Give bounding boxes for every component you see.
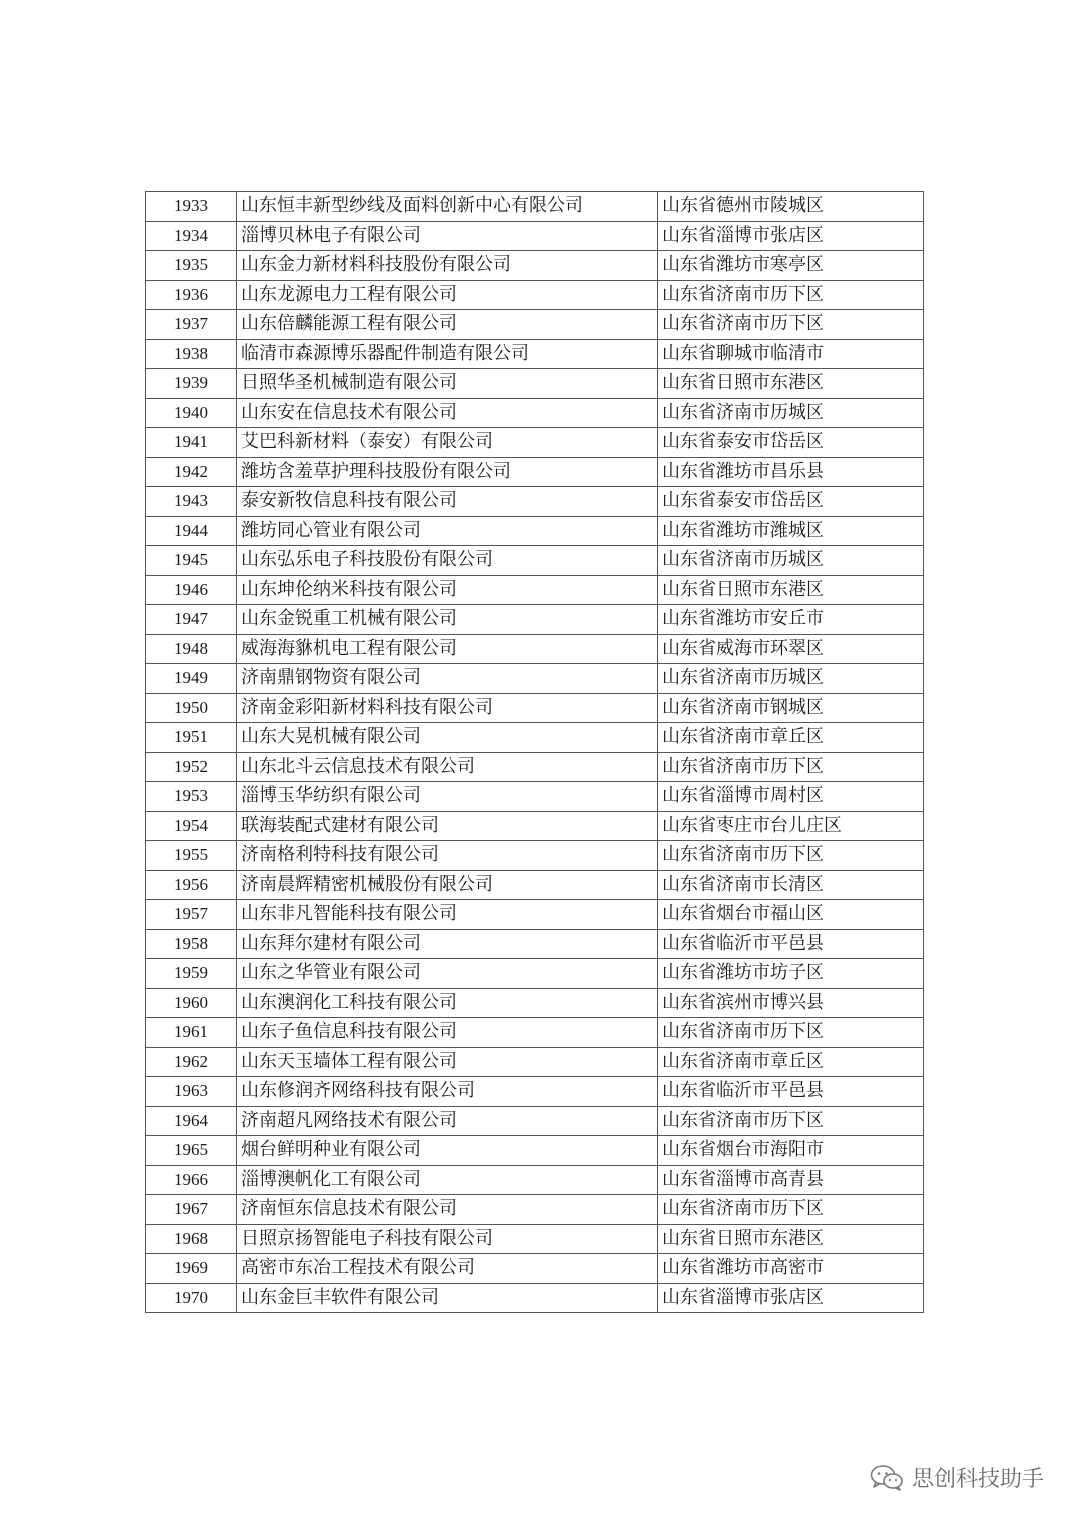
- row-number: 1965: [146, 1136, 237, 1166]
- row-number: 1956: [146, 870, 237, 900]
- row-number: 1968: [146, 1224, 237, 1254]
- table-row: [146, 192, 924, 222]
- row-number: 1933: [146, 192, 237, 222]
- company-name: 山东坤伦纳米科技有限公司: [237, 575, 658, 605]
- row-number: 1963: [146, 1077, 237, 1107]
- table-row: [146, 752, 924, 782]
- table-row: [146, 516, 924, 546]
- row-number: 1949: [146, 664, 237, 694]
- row-number: 1967: [146, 1195, 237, 1225]
- row-number: 1969: [146, 1254, 237, 1284]
- row-number: 1936: [146, 280, 237, 310]
- table-body: [146, 192, 924, 1313]
- company-name: 联海装配式建材有限公司: [237, 811, 658, 841]
- table-row: [146, 1018, 924, 1048]
- company-location: 山东省潍坊市高密市: [658, 1254, 924, 1284]
- company-name: 山东恒丰新型纱线及面料创新中心有限公司: [237, 192, 658, 222]
- row-number: 1942: [146, 457, 237, 487]
- company-name: 艾巴科新材料（泰安）有限公司: [237, 428, 658, 458]
- company-location: 山东省潍坊市坊子区: [658, 959, 924, 989]
- row-number: 1955: [146, 841, 237, 871]
- company-name: 日照华圣机械制造有限公司: [237, 369, 658, 399]
- table-row: [146, 280, 924, 310]
- table-row: [146, 841, 924, 871]
- row-number: 1940: [146, 398, 237, 428]
- table-row: [146, 575, 924, 605]
- company-location: 山东省济南市历下区: [658, 1106, 924, 1136]
- company-name: 山东北斗云信息技术有限公司: [237, 752, 658, 782]
- company-location: 山东省泰安市岱岳区: [658, 487, 924, 517]
- company-location: 山东省泰安市岱岳区: [658, 428, 924, 458]
- company-location: 山东省济南市章丘区: [658, 1047, 924, 1077]
- row-number: 1953: [146, 782, 237, 812]
- row-number: 1946: [146, 575, 237, 605]
- table-row: [146, 929, 924, 959]
- table-row: [146, 251, 924, 281]
- company-name: 山东弘乐电子科技股份有限公司: [237, 546, 658, 576]
- table-row: [146, 723, 924, 753]
- table-row: [146, 634, 924, 664]
- company-name: 山东澳润化工科技有限公司: [237, 988, 658, 1018]
- company-location: 山东省淄博市张店区: [658, 221, 924, 251]
- row-number: 1966: [146, 1165, 237, 1195]
- company-name: 山东龙源电力工程有限公司: [237, 280, 658, 310]
- row-number: 1948: [146, 634, 237, 664]
- table-row: [146, 1283, 924, 1313]
- company-location: 山东省济南市历下区: [658, 1195, 924, 1225]
- row-number: 1941: [146, 428, 237, 458]
- row-number: 1957: [146, 900, 237, 930]
- company-location: 山东省日照市东港区: [658, 369, 924, 399]
- company-name: 山东子鱼信息科技有限公司: [237, 1018, 658, 1048]
- row-number: 1970: [146, 1283, 237, 1313]
- company-name: 山东安在信息技术有限公司: [237, 398, 658, 428]
- wechat-icon: [870, 1464, 904, 1492]
- table-row: [146, 1047, 924, 1077]
- company-location: 山东省济南市历下区: [658, 280, 924, 310]
- company-list-table: [145, 191, 924, 1313]
- company-location: 山东省济南市历下区: [658, 841, 924, 871]
- company-name: 烟台鲜明种业有限公司: [237, 1136, 658, 1166]
- table-row: [146, 1195, 924, 1225]
- table-row: [146, 1254, 924, 1284]
- company-location: 山东省济南市钢城区: [658, 693, 924, 723]
- company-name: 泰安新牧信息科技有限公司: [237, 487, 658, 517]
- company-name: 潍坊同心管业有限公司: [237, 516, 658, 546]
- table-row: [146, 221, 924, 251]
- table-row: [146, 605, 924, 635]
- company-name: 济南晨辉精密机械股份有限公司: [237, 870, 658, 900]
- company-location: 山东省日照市东港区: [658, 575, 924, 605]
- table-row: [146, 1165, 924, 1195]
- watermark: [870, 1462, 1044, 1493]
- row-number: 1958: [146, 929, 237, 959]
- table-row: [146, 487, 924, 517]
- company-location: 山东省临沂市平邑县: [658, 1077, 924, 1107]
- row-number: 1954: [146, 811, 237, 841]
- company-location: 山东省潍坊市昌乐县: [658, 457, 924, 487]
- table-row: [146, 988, 924, 1018]
- row-number: 1934: [146, 221, 237, 251]
- watermark-label: 思创科技助手: [911, 1467, 1044, 1492]
- company-location: 山东省威海市环翠区: [658, 634, 924, 664]
- row-number: 1939: [146, 369, 237, 399]
- company-location: 山东省滨州市博兴县: [658, 988, 924, 1018]
- company-name: 淄博澳帆化工有限公司: [237, 1165, 658, 1195]
- row-number: 1960: [146, 988, 237, 1018]
- company-name: 临清市森源博乐器配件制造有限公司: [237, 339, 658, 369]
- company-name: 山东之华管业有限公司: [237, 959, 658, 989]
- table-row: [146, 1077, 924, 1107]
- table-row: [146, 310, 924, 340]
- company-location: 山东省潍坊市寒亭区: [658, 251, 924, 281]
- company-name: 山东金巨丰软件有限公司: [237, 1283, 658, 1313]
- company-name: 威海海貅机电工程有限公司: [237, 634, 658, 664]
- company-name: 济南鼎钢物资有限公司: [237, 664, 658, 694]
- company-name: 高密市东冶工程技术有限公司: [237, 1254, 658, 1284]
- company-location: 山东省济南市长清区: [658, 870, 924, 900]
- row-number: 1951: [146, 723, 237, 753]
- table-row: [146, 870, 924, 900]
- table-row: [146, 369, 924, 399]
- table-row: [146, 339, 924, 369]
- company-location: 山东省济南市历下区: [658, 752, 924, 782]
- row-number: 1935: [146, 251, 237, 281]
- company-name: 济南恒东信息技术有限公司: [237, 1195, 658, 1225]
- company-location: 山东省聊城市临清市: [658, 339, 924, 369]
- company-name: 山东天玉墙体工程有限公司: [237, 1047, 658, 1077]
- company-location: 山东省枣庄市台儿庄区: [658, 811, 924, 841]
- company-name: 山东修润齐网络科技有限公司: [237, 1077, 658, 1107]
- row-number: 1962: [146, 1047, 237, 1077]
- row-number: 1937: [146, 310, 237, 340]
- company-name: 济南格利特科技有限公司: [237, 841, 658, 871]
- table-row: [146, 1224, 924, 1254]
- table-row: [146, 693, 924, 723]
- row-number: 1947: [146, 605, 237, 635]
- company-name: 山东拜尔建材有限公司: [237, 929, 658, 959]
- company-location: 山东省烟台市福山区: [658, 900, 924, 930]
- table-row: [146, 546, 924, 576]
- table-row: [146, 811, 924, 841]
- company-name: 济南金彩阳新材料科技有限公司: [237, 693, 658, 723]
- table-row: [146, 664, 924, 694]
- table-row: [146, 428, 924, 458]
- company-name: 淄博贝林电子有限公司: [237, 221, 658, 251]
- company-name: 淄博玉华纺织有限公司: [237, 782, 658, 812]
- company-location: 山东省济南市历城区: [658, 546, 924, 576]
- company-location: 山东省临沂市平邑县: [658, 929, 924, 959]
- company-location: 山东省济南市历下区: [658, 1018, 924, 1048]
- table-row: [146, 398, 924, 428]
- row-number: 1950: [146, 693, 237, 723]
- company-location: 山东省淄博市张店区: [658, 1283, 924, 1313]
- company-location: 山东省淄博市高青县: [658, 1165, 924, 1195]
- company-location: 山东省济南市历下区: [658, 310, 924, 340]
- table-row: [146, 1106, 924, 1136]
- table-row: [146, 457, 924, 487]
- company-name: 山东非凡智能科技有限公司: [237, 900, 658, 930]
- company-location: 山东省潍坊市潍城区: [658, 516, 924, 546]
- row-number: 1943: [146, 487, 237, 517]
- company-location: 山东省济南市章丘区: [658, 723, 924, 753]
- row-number: 1952: [146, 752, 237, 782]
- company-location: 山东省淄博市周村区: [658, 782, 924, 812]
- table-row: [146, 900, 924, 930]
- company-name: 山东大晃机械有限公司: [237, 723, 658, 753]
- company-location: 山东省德州市陵城区: [658, 192, 924, 222]
- row-number: 1945: [146, 546, 237, 576]
- company-location: 山东省济南市历城区: [658, 664, 924, 694]
- company-location: 山东省济南市历城区: [658, 398, 924, 428]
- table-row: [146, 1136, 924, 1166]
- row-number: 1964: [146, 1106, 237, 1136]
- company-name: 日照京扬智能电子科技有限公司: [237, 1224, 658, 1254]
- company-name: 潍坊含羞草护理科技股份有限公司: [237, 457, 658, 487]
- row-number: 1959: [146, 959, 237, 989]
- table-row: [146, 959, 924, 989]
- company-name: 山东金力新材料科技股份有限公司: [237, 251, 658, 281]
- company-name: 山东金锐重工机械有限公司: [237, 605, 658, 635]
- company-location: 山东省烟台市海阳市: [658, 1136, 924, 1166]
- table-row: [146, 782, 924, 812]
- company-name: 济南超凡网络技术有限公司: [237, 1106, 658, 1136]
- company-location: 山东省潍坊市安丘市: [658, 605, 924, 635]
- row-number: 1938: [146, 339, 237, 369]
- row-number: 1961: [146, 1018, 237, 1048]
- company-name: 山东倍麟能源工程有限公司: [237, 310, 658, 340]
- row-number: 1944: [146, 516, 237, 546]
- company-location: 山东省日照市东港区: [658, 1224, 924, 1254]
